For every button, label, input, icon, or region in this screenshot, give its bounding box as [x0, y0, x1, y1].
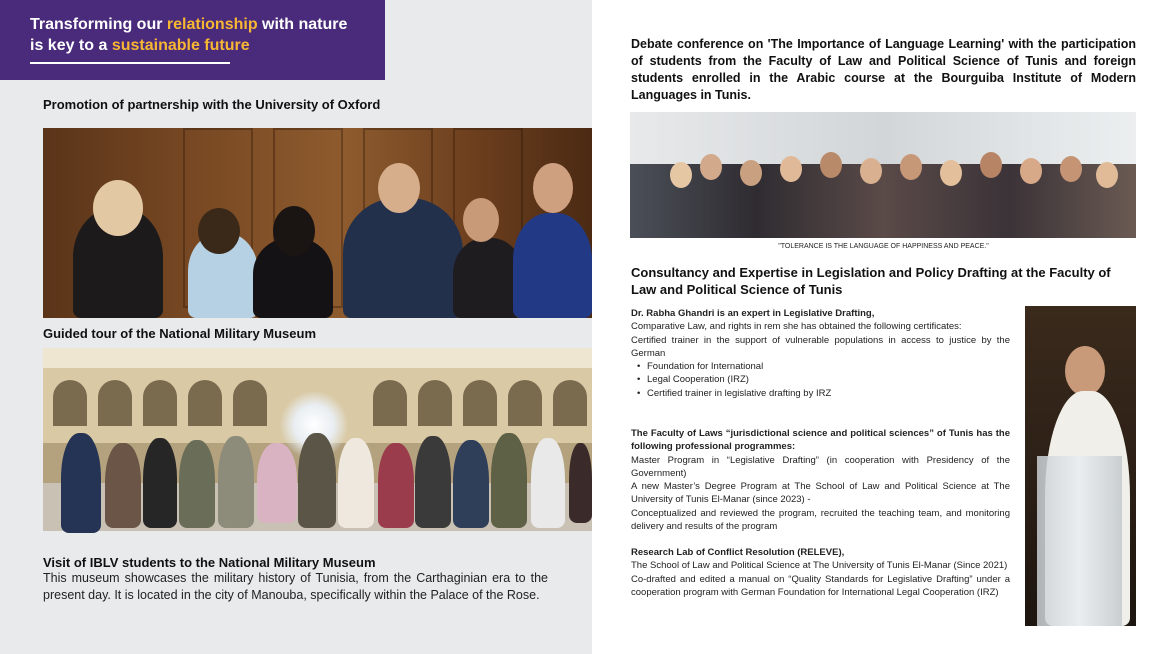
- banner-underline: [30, 62, 230, 64]
- expert-block: [631, 307, 1010, 400]
- banner-text: Transforming our: [30, 16, 167, 33]
- faculty-block: [631, 427, 1010, 533]
- dr-ghandri-portrait-photo: [1025, 306, 1136, 626]
- banner-line-2: [30, 35, 385, 56]
- expert-line: Certified trainer in the support of vulnerable populations in access to justice by the German: [631, 334, 1010, 359]
- iblv-visit-description: This museum showcases the military history of Tunisia, from the Carthaginian era to the present day. It is located in the city of Manouba, specifically within the Palace of the Rose.: [43, 571, 548, 602]
- oxford-partnership-photo: [43, 128, 592, 318]
- museum-tour-photo: [43, 348, 592, 538]
- faculty-line: Master Program in “Legislative Drafting” (in cooperation with Presidency of the Government): [631, 454, 1010, 479]
- banner-line-1: [30, 14, 385, 35]
- list-item: • Certified trainer in legislative drafting by IRZ: [637, 387, 1010, 400]
- lab-block: [631, 546, 1010, 599]
- faculty-heading: The Faculty of Laws “jurisdictional science and political sciences” of Tunis has the following professional programmes:: [631, 428, 1010, 453]
- debate-group-photo: [630, 112, 1136, 238]
- expert-heading: Dr. Rabha Ghandri is an expert in Legislative Drafting,: [631, 308, 875, 319]
- consultancy-section-title: Consultancy and Expertise in Legislation and Policy Drafting at the Faculty of Law and Political Science of Tunis: [631, 265, 1111, 297]
- banner-text: is key to a: [30, 37, 112, 54]
- faculty-line: Conceptualized and reviewed the program, recruited the teaching team, and monitoring delivery and results of the program: [631, 507, 1010, 533]
- lab-heading: Research Lab of Conflict Resolution (RELEVE),: [631, 547, 845, 558]
- lab-line: The School of Law and Political Science at The University of Tunis El-Manar (Since 2021): [631, 560, 1008, 572]
- faculty-line: A new Master’s Degree Program at The School of Law and Political Science at The University of Tunis El-Manar (since 2023) -: [631, 481, 1010, 506]
- certificates-list: [631, 360, 1010, 400]
- banner-text: with nature: [257, 16, 348, 33]
- banner: [0, 0, 385, 80]
- banner-highlight: sustainable future: [111, 37, 250, 54]
- expert-line: Comparative Law, and rights in rem she has obtained the following certificates:: [631, 321, 962, 333]
- section-title-oxford: Promotion of partnership with the University of Oxford: [43, 97, 381, 112]
- section-title-museum-tour: Guided tour of the National Military Museum: [43, 326, 317, 341]
- section-title-iblv-visit: Visit of IBLV students to the National Military Museum: [43, 555, 376, 570]
- debate-conference-headline: Debate conference on 'The Importance of Language Learning' with the participation of students from the Faculty of Law and Political Science of Tunis and foreign students enrolled in the Arabic course at the Bourguiba Institute of Modern Languages in Tunis.: [631, 37, 1136, 102]
- list-item: • Foundation for International: [637, 360, 1010, 373]
- list-item: • Legal Cooperation (IRZ): [637, 373, 1010, 386]
- photo-caption: "TOLERANCE IS THE LANGUAGE OF HAPPINESS AND PEACE.": [778, 243, 989, 250]
- lab-line: Co-drafted and edited a manual on “Quality Standards for Legislative Drafting” under a cooperation program with German Foundation for International Legal Cooperation (IRZ): [631, 573, 1010, 598]
- banner-highlight: relationship: [166, 16, 258, 33]
